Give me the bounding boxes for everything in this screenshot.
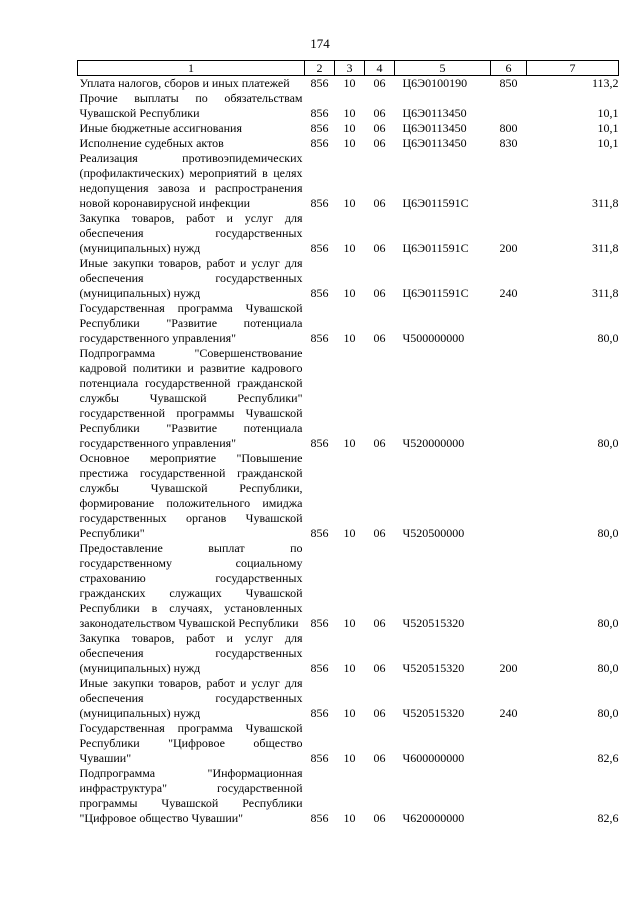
header-col-1: 1 [78,61,305,76]
row-ministry-code: 856 [310,241,329,255]
row-name: Государственная программа Чувашской Республики "Цифровое общество Чувашии" [79,721,303,765]
row-ministry-code: 856 [310,661,329,675]
row-section: 10 [343,76,356,90]
row-amount: 82,6 [597,811,619,825]
header-col-3: 3 [335,61,365,76]
table-row [78,766,619,826]
row-ministry-code: 856 [310,121,329,135]
row-section: 10 [343,136,356,150]
table-body [78,76,619,827]
row-subsection: 06 [373,331,386,345]
row-section: 10 [343,436,356,450]
row-section: 10 [343,706,356,720]
table-row [78,301,619,346]
table-row [78,676,619,721]
row-name: Предоставление выплат по государственному социальному страхованию государственных гражданских служащих Чувашской Республики в случаях, установленных законодательством Чувашской Республики [79,541,303,630]
page-number: 174 [310,36,330,51]
row-ministry-code: 856 [310,76,329,90]
row-expense-type: 200 [499,241,518,255]
row-section: 10 [343,196,356,210]
row-name: Прочие выплаты по обязательствам Чувашской Республики [79,91,303,120]
table-row [78,256,619,301]
row-subsection: 06 [373,751,386,765]
row-name: Основное мероприятие "Повышение престижа государственной гражданской службы Чувашской Республики, формирование положительного имиджа государственных органов Чувашской Республики" [79,451,303,540]
row-subsection: 06 [373,526,386,540]
row-expense-type: 240 [499,706,518,720]
row-name: Иные закупки товаров, работ и услуг для обеспечения государственных (муниципальных) нужд [79,676,303,720]
row-target-article: Ц6Э011591С [402,286,469,300]
row-target-article: Ц6Э011591С [402,241,469,255]
row-expense-type [491,721,527,766]
row-section: 10 [343,811,356,825]
row-subsection: 06 [373,286,386,300]
row-expense-type [491,766,527,826]
row-target-article: Ц6Э011591С [402,196,469,210]
table-row [78,91,619,121]
row-amount: 80,0 [597,526,619,540]
row-subsection: 06 [373,106,386,120]
row-target-article: Ч520515320 [402,706,465,720]
row-amount: 80,0 [597,331,619,345]
row-subsection: 06 [373,76,386,90]
row-ministry-code: 856 [310,751,329,765]
row-expense-type: 850 [499,76,518,90]
row-target-article: Ц6Э0113450 [402,106,467,120]
row-target-article: Ч620000000 [402,811,465,825]
row-ministry-code: 856 [310,526,329,540]
row-amount: 80,0 [597,616,619,630]
header-col-5: 5 [395,61,491,76]
row-ministry-code: 856 [310,616,329,630]
row-section: 10 [343,106,356,120]
row-section: 10 [343,616,356,630]
row-name: Исполнение судебных актов [79,136,224,150]
row-amount: 82,6 [597,751,619,765]
row-subsection: 06 [373,121,386,135]
header-col-6: 6 [491,61,527,76]
row-name: Иные бюджетные ассигнования [79,121,242,135]
table-header [78,61,619,76]
row-name: Закупка товаров, работ и услуг для обеспечения государственных (муниципальных) нужд [79,211,303,255]
row-section: 10 [343,331,356,345]
header-col-4: 4 [365,61,395,76]
row-amount: 311,8 [591,286,619,300]
table-row [78,76,619,92]
row-amount: 311,8 [591,241,619,255]
row-subsection: 06 [373,436,386,450]
table-row [78,151,619,211]
row-amount: 80,0 [597,436,619,450]
header-col-2: 2 [305,61,335,76]
row-ministry-code: 856 [310,136,329,150]
row-amount: 80,0 [597,706,619,720]
row-amount: 311,8 [591,196,619,210]
row-section: 10 [343,286,356,300]
row-section: 10 [343,241,356,255]
header-col-7: 7 [527,61,619,76]
table-row [78,136,619,151]
budget-table [77,60,619,826]
row-subsection: 06 [373,136,386,150]
row-name: Реализация противоэпидемических (профилактических) мероприятий в целях недопущения завоза и распространения новой коронавирусной инфекции [79,151,303,210]
row-target-article: Ц6Э0113450 [402,121,467,135]
row-target-article: Ч520515320 [402,616,465,630]
row-expense-type: 830 [499,136,518,150]
row-expense-type: 200 [499,661,518,675]
row-subsection: 06 [373,616,386,630]
row-amount: 80,0 [597,661,619,675]
row-target-article: Ч500000000 [402,331,465,345]
row-amount: 10,1 [597,136,619,150]
row-section: 10 [343,661,356,675]
table-row [78,541,619,631]
row-name: Иные закупки товаров, работ и услуг для обеспечения государственных (муниципальных) нужд [79,256,303,300]
table-row [78,631,619,676]
row-section: 10 [343,526,356,540]
row-target-article: Ч600000000 [402,751,465,765]
row-expense-type: 240 [499,286,518,300]
row-name: Подпрограмма "Совершенствование кадровой политики и развитие кадрового потенциала государственной гражданской службы Чувашской Республики" государственной программы Чувашской Республики "Развитие потенциала государственного управления" [79,346,303,450]
row-expense-type [491,301,527,346]
row-ministry-code: 856 [310,706,329,720]
row-subsection: 06 [373,811,386,825]
row-ministry-code: 856 [310,106,329,120]
row-expense-type [491,91,527,121]
row-target-article: Ч520515320 [402,661,465,675]
row-name: Закупка товаров, работ и услуг для обеспечения государственных (муниципальных) нужд [79,631,303,675]
row-target-article: Ц6Э0100190 [402,76,468,90]
row-target-article: Ч520000000 [402,436,465,450]
row-target-article: Ч520500000 [402,526,465,540]
row-subsection: 06 [373,196,386,210]
table-row [78,346,619,451]
header-row [78,61,619,76]
row-ministry-code: 856 [310,436,329,450]
row-amount: 10,1 [597,106,619,120]
row-ministry-code: 856 [310,331,329,345]
row-subsection: 06 [373,241,386,255]
row-subsection: 06 [373,706,386,720]
table-row [78,451,619,541]
row-amount: 10,1 [597,121,619,135]
table-row [78,211,619,256]
row-expense-type [491,346,527,451]
row-ministry-code: 856 [310,811,329,825]
row-expense-type [491,151,527,211]
row-subsection: 06 [373,661,386,675]
row-section: 10 [343,751,356,765]
row-amount: 113,2 [591,76,619,90]
row-expense-type: 800 [499,121,518,135]
row-name: Государственная программа Чувашской Республики "Развитие потенциала государственного управления" [79,301,303,345]
row-target-article: Ц6Э0113450 [402,136,467,150]
table-row [78,721,619,766]
table-row [78,121,619,136]
row-name: Уплата налогов, сборов и иных платежей [79,76,290,90]
row-ministry-code: 856 [310,196,329,210]
row-expense-type [491,541,527,631]
row-ministry-code: 856 [310,286,329,300]
row-expense-type [491,451,527,541]
row-name: Подпрограмма "Информационная инфраструктура" государственной программы Чувашской Республики "Цифровое общество Чувашии" [79,766,303,825]
row-section: 10 [343,121,356,135]
